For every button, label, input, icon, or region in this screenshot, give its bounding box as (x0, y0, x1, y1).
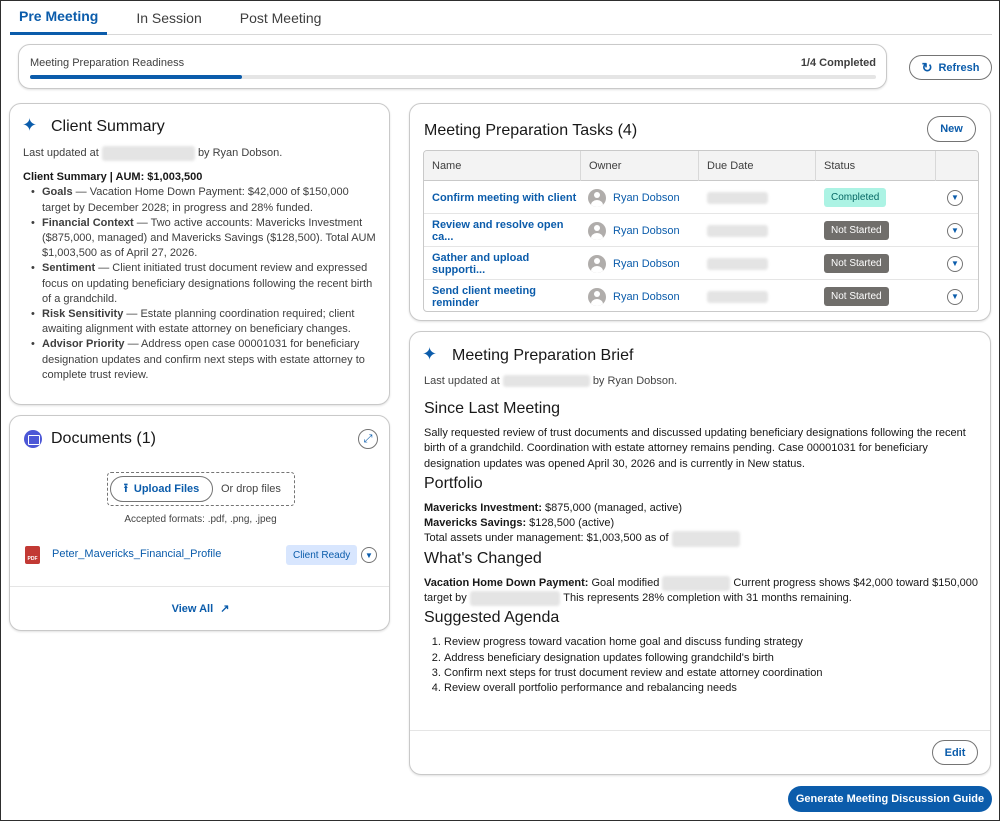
updated-timestamp-redacted (503, 375, 590, 387)
owner-link[interactable]: Ryan Dobson (613, 224, 680, 237)
refresh-icon: ↻ (921, 59, 933, 75)
client-summary-heading: Client Summary | AUM: $1,003,500 (23, 171, 203, 184)
expand-icon[interactable]: ⤢ (358, 429, 378, 449)
updated-prefix: Last updated at (23, 147, 99, 159)
upload-label: Upload Files (133, 483, 200, 495)
item-text: — Address open case 00001031 for beneficiary designation updates and confirm next steps with estate attorney to complete trust review. (42, 338, 365, 381)
portfolio-account-label: Mavericks Savings: (424, 517, 527, 530)
readiness-card (18, 44, 887, 89)
upload-icon: ⭱ (123, 480, 128, 495)
tasks-card (409, 103, 991, 321)
date-redacted (470, 591, 561, 606)
external-link-icon: ↗ (220, 603, 230, 615)
upload-files-button[interactable] (110, 476, 213, 502)
tasks-table (423, 150, 979, 312)
status-badge: Not Started (824, 287, 889, 306)
tab-post-meeting[interactable]: Post Meeting (239, 9, 322, 26)
item-text: — Client initiated trust document review and expressed focus on updating beneficiary designations following the recent birth of a grandchild. (42, 262, 373, 305)
suggested-agenda-heading: Suggested Agenda (424, 609, 560, 627)
client-summary-title: Client Summary (51, 118, 165, 135)
status-badge: Not Started (824, 254, 889, 273)
list-item: 1. Review progress toward vacation home goal and discuss funding strategy (444, 635, 980, 650)
updated-prefix: Last updated at (424, 375, 500, 387)
client-summary-card (9, 103, 390, 405)
agenda-list (424, 635, 980, 696)
portfolio-heading: Portfolio (424, 474, 483, 492)
item-label: Sentiment (42, 262, 96, 275)
portfolio-account-label: Mavericks Investment: (424, 501, 542, 514)
item-text: — Estate planning coordination required; client awaiting alignment with estate attorney on beneficiary changes. (42, 308, 355, 336)
tab-bar (10, 0, 992, 35)
list-item (42, 216, 379, 262)
chevron-down-icon[interactable]: ▼ (947, 223, 963, 239)
meeting-brief-card (409, 331, 991, 775)
column-header-name[interactable]: Name (424, 151, 581, 181)
item-text: — Two active accounts: Mavericks Investment ($875,000, managed) and Mavericks Savings ($128,500). Total AUM $1,003,500 as of April 27, 2026. (42, 216, 376, 260)
accepted-formats: Accepted formats: .pdf, .png, .jpeg (124, 514, 277, 525)
avatar (588, 255, 606, 273)
list-item (42, 261, 379, 307)
view-all-link[interactable] (10, 602, 391, 615)
table-row (424, 247, 979, 280)
status-badge: Completed (824, 188, 886, 207)
drop-text: Or drop files (221, 483, 281, 495)
sparkle-icon: ✦ (22, 115, 38, 135)
updated-suffix: by Ryan Dobson. (197, 147, 283, 159)
owner-link[interactable]: Ryan Dobson (613, 290, 680, 303)
item-label: Advisor Priority (42, 338, 125, 351)
changed-text: Current progress shows $42,000 toward $150,000 target by (424, 576, 978, 605)
document-link[interactable]: Peter_Mavericks_Financial_Profile (52, 548, 222, 560)
readiness-progress-fill (30, 75, 242, 79)
portfolio-text (424, 501, 980, 547)
chevron-down-icon[interactable]: ▼ (947, 289, 963, 305)
item-label: Risk Sensitivity (42, 308, 124, 321)
chevron-down-icon[interactable]: ▼ (947, 190, 963, 206)
changed-label: Vacation Home Down Payment: (424, 576, 589, 589)
since-last-meeting-heading: Since Last Meeting (424, 400, 561, 417)
list-item: 3. Confirm next steps for trust document review and estate attorney coordination (444, 666, 980, 681)
list-item (42, 185, 379, 215)
status-badge: Client Ready (286, 545, 357, 565)
whats-changed-heading: What's Changed (424, 549, 542, 567)
sparkle-icon: ✦ (422, 344, 438, 364)
table-row (424, 214, 979, 247)
table-row (424, 181, 979, 214)
column-header-status[interactable]: Status (816, 151, 936, 181)
divider (10, 586, 389, 587)
task-name-link[interactable]: Confirm meeting with client (432, 191, 577, 204)
table-header (424, 151, 979, 181)
updated-timestamp-redacted (102, 146, 195, 161)
changed-text: Goal modified (588, 576, 660, 589)
tab-pre-meeting[interactable]: Pre Meeting (10, 0, 107, 35)
owner-link[interactable]: Ryan Dobson (613, 257, 680, 270)
task-name-link[interactable]: Review and resolve open ca... (432, 218, 564, 243)
chevron-down-icon[interactable]: ▼ (361, 547, 377, 563)
date-redacted (672, 531, 740, 546)
client-summary-body (23, 146, 379, 383)
folder-icon (24, 430, 42, 448)
documents-title: Documents (1) (51, 430, 156, 447)
table-row (424, 280, 979, 312)
tab-in-session[interactable]: In Session (136, 9, 202, 26)
avatar (588, 288, 606, 306)
client-summary-updated (23, 146, 379, 161)
chevron-down-icon[interactable]: ▼ (947, 256, 963, 272)
portfolio-total: Total assets under management: $1,003,500 as of (424, 532, 669, 545)
file-drop-zone[interactable] (107, 472, 295, 506)
task-name-link[interactable]: Send client meeting reminder (432, 284, 536, 309)
due-date-redacted (707, 225, 768, 237)
whats-changed-text (424, 576, 980, 607)
list-item: 2. Address beneficiary designation updates following grandchild's birth (444, 651, 980, 666)
task-name-link[interactable]: Gather and upload supporti... (432, 251, 530, 276)
portfolio-account-value: $875,000 (managed, active) (542, 501, 683, 514)
owner-link[interactable]: Ryan Dobson (613, 191, 680, 204)
item-label: Financial Context (42, 216, 134, 229)
refresh-label: Refresh (938, 61, 980, 74)
list-item (42, 307, 379, 337)
updated-suffix: by Ryan Dobson. (592, 375, 678, 387)
view-all-label: View All (171, 603, 214, 615)
edit-button[interactable]: Edit (932, 740, 978, 765)
changed-text: This represents 28% completion with 31 months remaining. (560, 592, 852, 605)
readiness-progress-track (30, 75, 876, 79)
column-header-owner[interactable]: Owner (581, 151, 699, 181)
due-date-redacted (707, 192, 768, 204)
item-text: — Vacation Home Down Payment: $42,000 of $150,000 target by December 2028; in progress and 28% funded. (42, 186, 349, 214)
refresh-button[interactable] (909, 55, 992, 80)
column-header-due-date[interactable]: Due Date (699, 151, 816, 181)
item-label: Goals (42, 186, 73, 199)
list-item: 4. Review overall portfolio performance and rebalancing needs (444, 681, 980, 696)
date-redacted (662, 576, 730, 591)
since-last-meeting-text: Sally requested review of trust documents and discussed updating beneficiary designations following the recent birth of a grandchild. Coordination with estate attorney remains pending. Case 00001031 for beneficiary designation updates was opened April 30, 2026 and is currently in New status. (424, 427, 966, 470)
generate-guide-button[interactable]: Generate Meeting Discussion Guide (788, 786, 992, 812)
client-summary-list (23, 185, 379, 383)
brief-updated (424, 375, 980, 387)
avatar (588, 222, 606, 240)
documents-card (9, 415, 390, 631)
list-item (42, 337, 379, 383)
readiness-label: Meeting Preparation Readiness (30, 57, 185, 69)
portfolio-account-value: $128,500 (active) (526, 517, 615, 530)
readiness-count: 1/4 Completed (800, 57, 876, 69)
avatar (588, 189, 606, 207)
tasks-title: Meeting Preparation Tasks (4) (424, 122, 638, 139)
due-date-redacted (707, 258, 768, 270)
due-date-redacted (707, 291, 768, 303)
new-task-button[interactable]: New (927, 116, 976, 142)
pdf-icon: PDF (25, 546, 40, 564)
brief-title: Meeting Preparation Brief (452, 347, 634, 364)
brief-body (424, 375, 980, 697)
divider (410, 730, 990, 731)
status-badge: Not Started (824, 221, 889, 240)
